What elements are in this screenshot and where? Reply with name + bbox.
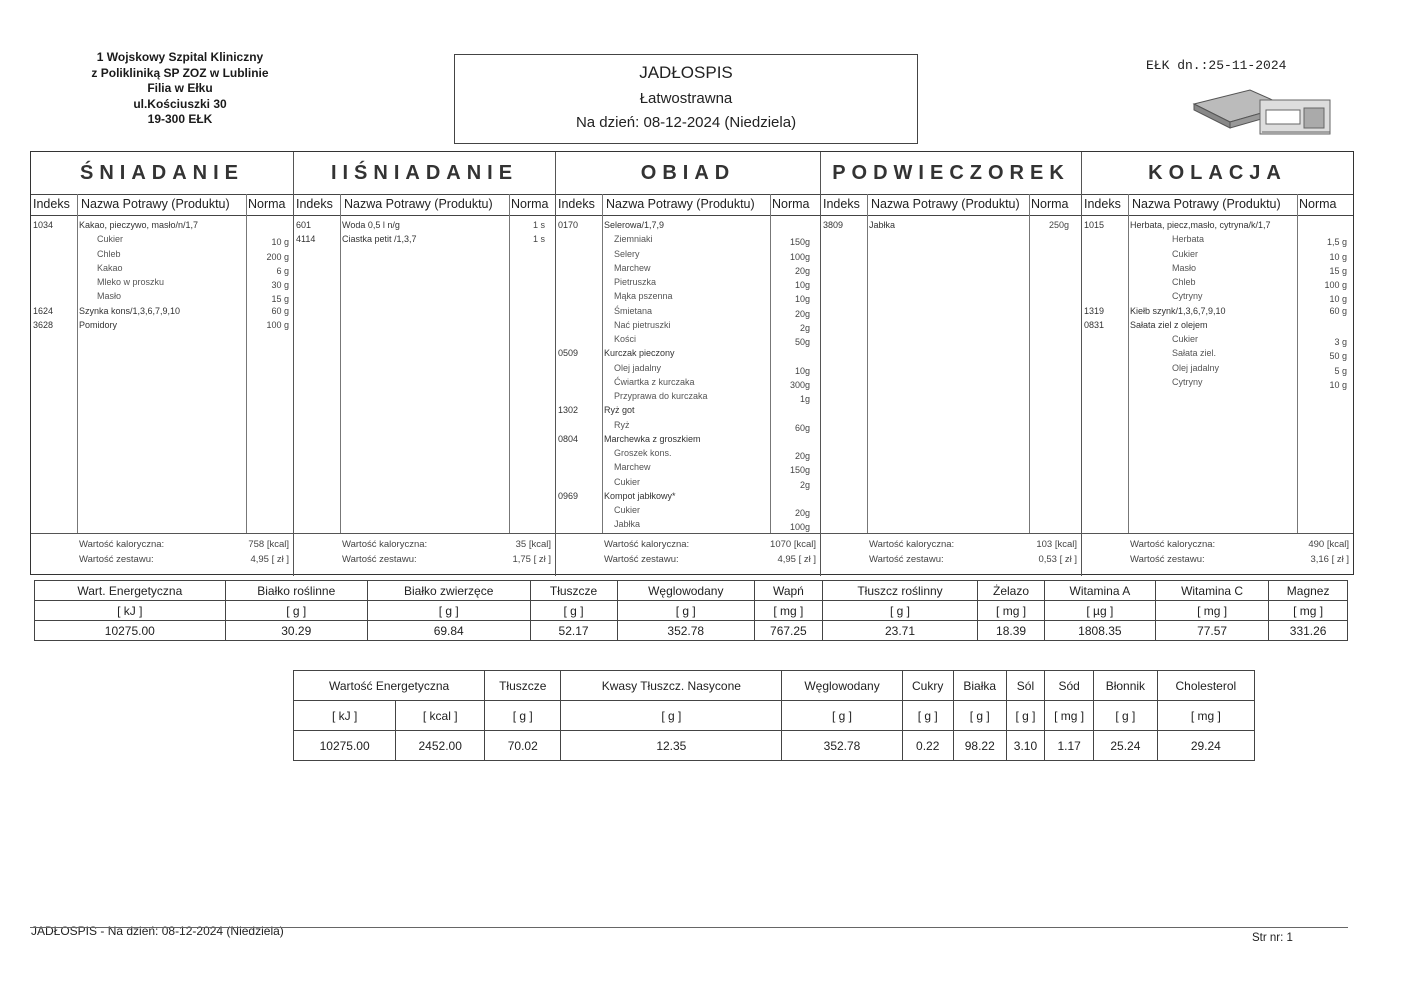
nutrient-unit: [ g ]	[367, 601, 530, 621]
nutrient-value: 331.26	[1269, 621, 1348, 641]
ingredient-name: Kakao	[97, 262, 123, 273]
nutrient-unit: [ mg ]	[978, 601, 1045, 621]
nutrient-header: Cukry	[902, 671, 953, 701]
nutrient-unit: [ mg ]	[1155, 601, 1268, 621]
dish-index: 0170	[558, 220, 579, 230]
nutrient-header: Magnez	[1269, 581, 1348, 601]
ingredient-name: Olej jadalny	[614, 362, 662, 373]
ingredient-name: Cytryny	[1172, 291, 1203, 302]
dish-index: 3628	[33, 319, 54, 330]
dish-name: Selerowa/1,7,9	[604, 220, 665, 230]
column-header-norm: Norma	[1031, 197, 1069, 211]
nutrient-header: Żelazo	[978, 581, 1045, 601]
dish-index: 0804	[558, 433, 579, 444]
nutrient-unit: [ kJ ]	[294, 701, 396, 731]
nutrient-unit: [ g ]	[225, 601, 367, 621]
hospital-address	[62, 50, 298, 128]
nutrient-unit: [ mg ]	[1045, 701, 1094, 731]
norm-quantity: 10 g	[1329, 294, 1347, 305]
nutrient-header: Tłuszcz roślinny	[822, 581, 977, 601]
ingredient-name: Cukier	[1172, 248, 1199, 259]
title-box	[454, 54, 918, 144]
hospital-line: ul.Kościuszki 30	[133, 96, 227, 111]
ingredient-name: Sałata ziel.	[1172, 348, 1217, 359]
meal-cost: 0,53 [ zł ]	[1038, 554, 1077, 565]
ingredient-name: Cukier	[614, 505, 641, 515]
dish-name: Kurczak pieczony	[604, 348, 675, 359]
dish-name: Herbata, piecz,masło, cytryna/k/1,7	[1130, 220, 1271, 230]
nutrient-unit: [ g ]	[561, 701, 782, 731]
column-header-name: Nazwa Potrawy (Produktu)	[606, 197, 755, 211]
ingredient-name: Jabłka	[614, 519, 641, 530]
nutrient-header: Błonnik	[1094, 671, 1158, 701]
norm-quantity: 15 g	[1329, 265, 1347, 276]
norm-quantity: 50g	[794, 337, 810, 347]
column-header-index: Indeks	[823, 197, 860, 211]
meal-kcal: 758 [kcal]	[248, 539, 289, 550]
ingredient-name: Cukier	[97, 234, 124, 245]
hospital-line: z Polikliniką SP ZOZ w Lublinie	[91, 65, 269, 80]
meal-summary	[821, 533, 1081, 576]
meal-kcal: 103 [kcal]	[1036, 539, 1077, 550]
column-header-index: Indeks	[296, 197, 333, 211]
meal-cost: 4,95 [ zł ]	[777, 554, 816, 565]
column-divider	[77, 194, 78, 533]
dish-index: 601	[296, 220, 312, 230]
column-header-name: Nazwa Potrawy (Produktu)	[1132, 197, 1281, 211]
meal-summary	[31, 533, 293, 576]
nutrient-value: 1808.35	[1044, 621, 1155, 641]
column-header-index: Indeks	[558, 197, 595, 211]
hospital-line: 1 Wojskowy Szpital Kliniczny	[96, 50, 264, 64]
norm-quantity: 100 g	[266, 319, 289, 330]
meal-cost-label: Wartość zestawu:	[604, 554, 679, 565]
nutrient-header: Sól	[1006, 671, 1044, 701]
nutrient-value: 30.29	[225, 621, 367, 641]
norm-quantity: 20g	[794, 508, 810, 518]
meal-title: ŚNIADANIE	[79, 162, 244, 184]
norm-quantity: 200 g	[266, 251, 289, 262]
diet-name: Łatwostrawna	[639, 90, 733, 107]
nutrient-unit: [ kcal ]	[396, 701, 485, 731]
nutrient-value: 10275.00	[294, 731, 396, 761]
norm-quantity: 30 g	[271, 280, 289, 290]
dish-index: 1015	[1084, 220, 1105, 230]
ingredient-name: Pietruszka	[614, 277, 657, 287]
norm-quantity: 2g	[799, 322, 810, 333]
nutrition-table-1	[34, 580, 1348, 641]
ingredient-name: Przyprawa do kurczaka	[614, 391, 708, 401]
column-header-norm: Norma	[772, 197, 810, 211]
nutrient-unit: [ g ]	[782, 701, 902, 731]
norm-quantity: 150g	[789, 465, 810, 476]
norm-quantity: 2g	[799, 479, 810, 490]
column-header-norm: Norma	[1299, 197, 1337, 211]
nutrient-header: Sód	[1045, 671, 1094, 701]
nutrient-unit: [ mg ]	[1269, 601, 1348, 621]
nutrient-value: 52.17	[530, 621, 617, 641]
norm-quantity: 300g	[789, 379, 810, 390]
footer-divider	[30, 927, 1348, 928]
meal-kcal: 490 [kcal]	[1308, 539, 1349, 550]
ingredient-name: Nać pietruszki	[614, 319, 671, 330]
dish-index: 3809	[823, 220, 844, 230]
meal-cost-label: Wartość zestawu:	[1130, 554, 1205, 565]
column-header-row	[1082, 194, 1353, 216]
nutrient-value: 69.84	[367, 621, 530, 641]
nutrient-header: Białko zwierzęce	[367, 581, 530, 601]
meal-column	[31, 152, 293, 576]
norm-quantity: 3 g	[1334, 337, 1347, 347]
norm-quantity: 150g	[789, 237, 810, 248]
dish-index: 0831	[1084, 319, 1105, 330]
ingredient-name: Groszek kons.	[614, 448, 672, 458]
energy-header: Wartość Energetyczna	[294, 671, 485, 701]
meal-title: IIŚNIADANIE	[330, 162, 519, 184]
nutrient-value: 70.02	[485, 731, 561, 761]
meal-kcal-label: Wartość kaloryczna:	[342, 539, 428, 550]
column-header-index: Indeks	[33, 197, 70, 211]
column-header-row	[821, 194, 1081, 216]
column-divider	[1029, 194, 1030, 533]
nutrient-header: Cholesterol	[1157, 671, 1254, 701]
column-header-name: Nazwa Potrawy (Produktu)	[344, 197, 493, 211]
norm-quantity: 10g	[794, 365, 810, 376]
meal-cost: 4,95 [ zł ]	[250, 554, 289, 565]
dish-index: 1319	[1084, 305, 1105, 316]
ingredient-name: Chleb	[97, 248, 121, 259]
ingredient-name: Marchew	[614, 262, 651, 273]
nutrient-unit: [ g ]	[530, 601, 617, 621]
norm-quantity: 60g	[794, 422, 810, 433]
nutrient-header: Węglowodany	[617, 581, 754, 601]
nutrient-unit: [ µg ]	[1044, 601, 1155, 621]
nutrient-header: Wapń	[754, 581, 822, 601]
meal-summary	[556, 533, 820, 576]
dish-name: Sałata ziel z olejem	[1130, 319, 1208, 330]
nutrient-unit: [ g ]	[953, 701, 1006, 731]
meal-summary	[294, 533, 555, 576]
norm-quantity: 100 g	[1324, 280, 1347, 290]
nutrient-value: 352.78	[617, 621, 754, 641]
dish-name: Woda 0,5 l n/g	[342, 220, 400, 230]
nutrient-value: 77.57	[1155, 621, 1268, 641]
nutrient-value: 12.35	[561, 731, 782, 761]
norm-quantity: 100g	[789, 251, 810, 262]
meal-kcal-label: Wartość kaloryczna:	[79, 539, 165, 550]
nutrient-value: 29.24	[1157, 731, 1254, 761]
norm-quantity: 10 g	[1329, 379, 1347, 390]
meal-cost-label: Wartość zestawu:	[342, 554, 417, 565]
meal-kcal-label: Wartość kaloryczna:	[604, 539, 690, 550]
dish-index: 0509	[558, 348, 579, 359]
column-header-name: Nazwa Potrawy (Produktu)	[871, 197, 1020, 211]
dish-index: 1624	[33, 305, 54, 316]
meal-cost: 3,16 [ zł ]	[1310, 554, 1349, 565]
ingredient-name: Cukier	[614, 476, 641, 487]
ingredient-name: Masło	[97, 291, 122, 302]
ingredient-name: Ziemniaki	[614, 234, 653, 245]
dish-name: Pomidory	[79, 319, 118, 330]
column-header-row	[294, 194, 555, 216]
nutrient-value: 0.22	[902, 731, 953, 761]
meal-title: KOLACJA	[1148, 162, 1287, 184]
dish-index: 1034	[33, 220, 54, 230]
meal-title: PODWIECZOREK	[832, 162, 1070, 184]
column-divider	[602, 194, 603, 533]
ingredient-name: Olej jadalny	[1172, 362, 1220, 373]
nutrient-value: 10275.00	[35, 621, 226, 641]
page-number: Str nr: 1	[1252, 932, 1293, 944]
ingredient-name: Mleko w proszku	[97, 277, 165, 287]
hospital-line: 19-300 EŁK	[147, 112, 213, 126]
column-header-name: Nazwa Potrawy (Produktu)	[81, 197, 230, 211]
nutrient-unit: [ g ]	[1006, 701, 1044, 731]
hospital-line: Filia w Ełku	[147, 81, 213, 95]
column-header-norm: Norma	[511, 197, 549, 211]
norm-quantity: 20g	[794, 265, 810, 276]
nutrition2-unit-row	[294, 701, 1255, 731]
norm-quantity: 60 g	[271, 305, 289, 316]
nutrient-header: Białka	[953, 671, 1006, 701]
meal-kcal: 35 [kcal]	[515, 539, 551, 550]
ingredient-name: Cukier	[1172, 334, 1199, 344]
norm-quantity: 10 g	[271, 237, 289, 248]
nutrient-value: 23.71	[822, 621, 977, 641]
column-divider	[770, 194, 771, 533]
ingredient-name: Masło	[1172, 262, 1197, 273]
nutrition-table-2	[293, 670, 1255, 761]
norm-quantity: 1 s	[532, 220, 545, 230]
dish-index: 1302	[558, 405, 579, 416]
norm-quantity: 20g	[794, 308, 810, 319]
column-divider	[246, 194, 247, 533]
norm-quantity: 60 g	[1329, 305, 1347, 316]
norm-quantity: 10g	[794, 294, 810, 305]
nutrient-unit: [ mg ]	[754, 601, 822, 621]
nutrient-header: Tłuszcze	[530, 581, 617, 601]
meal-summary	[1082, 533, 1353, 576]
nutrient-value: 18.39	[978, 621, 1045, 641]
nutrition-value-row	[35, 621, 1348, 641]
nutrient-value: 2452.00	[396, 731, 485, 761]
meal-cost-label: Wartość zestawu:	[869, 554, 944, 565]
column-header-norm: Norma	[248, 197, 286, 211]
place-date: EŁK dn.:25-11-2024	[1146, 58, 1287, 73]
norm-quantity: 10 g	[1329, 251, 1347, 262]
nutrient-header: Kwasy Tłuszcz. Nasycone	[561, 671, 782, 701]
nutrient-unit: [ g ]	[1094, 701, 1158, 731]
meal-cost: 1,75 [ zł ]	[512, 554, 551, 565]
meal-column	[293, 152, 555, 576]
meal-kcal-label: Wartość kaloryczna:	[1130, 539, 1216, 550]
nutrient-unit: [ g ]	[485, 701, 561, 731]
nutrient-value: 25.24	[1094, 731, 1158, 761]
nutrition2-header-row	[294, 671, 1255, 701]
nutrient-header: Białko roślinne	[225, 581, 367, 601]
ingredient-name: Śmietana	[614, 305, 653, 316]
column-header-row	[556, 194, 820, 216]
nutrient-unit: [ g ]	[822, 601, 977, 621]
menu-table	[30, 151, 1354, 575]
norm-quantity: 50 g	[1329, 351, 1347, 362]
norm-quantity: 100g	[789, 522, 810, 533]
nutrient-unit: [ g ]	[902, 701, 953, 731]
norm-quantity: 15 g	[271, 294, 289, 305]
norm-quantity: 6 g	[276, 265, 289, 276]
nutrient-header: Witamina C	[1155, 581, 1268, 601]
dish-name: Ryż got	[604, 405, 635, 416]
meal-column	[820, 152, 1081, 576]
norm-quantity: 1g	[799, 394, 810, 404]
norm-quantity: 250g	[1048, 220, 1069, 230]
ingredient-name: Chleb	[1172, 277, 1196, 287]
dish-name: Jabłka	[869, 220, 896, 230]
nutrient-header: Witamina A	[1044, 581, 1155, 601]
dish-name: Ciastka petit /1,3,7	[342, 234, 417, 245]
nutrition-unit-row	[35, 601, 1348, 621]
ingredient-name: Herbata	[1172, 234, 1205, 245]
column-divider	[867, 194, 868, 533]
dish-index: 0969	[558, 490, 579, 501]
ingredient-name: Ćwiartka z kurczaka	[614, 376, 695, 387]
nutrition-header-row	[35, 581, 1348, 601]
dish-name: Marchewka z groszkiem	[604, 433, 701, 444]
dish-name: Kiełb szynk/1,3,6,7,9,10	[1130, 305, 1226, 316]
meal-column	[1081, 152, 1353, 576]
ingredient-name: Mąka pszenna	[614, 291, 673, 302]
nutrient-unit: [ g ]	[617, 601, 754, 621]
nutrition2-value-row	[294, 731, 1255, 761]
nutrient-header: Wart. Energetyczna	[35, 581, 226, 601]
column-divider	[1128, 194, 1129, 533]
meal-title: OBIAD	[640, 162, 736, 184]
meal-kcal-label: Wartość kaloryczna:	[869, 539, 955, 550]
ingredient-name: Selery	[614, 248, 640, 259]
dish-index: 4114	[296, 234, 316, 245]
ingredient-name: Cytryny	[1172, 376, 1203, 387]
nutrient-value: 352.78	[782, 731, 902, 761]
nutrient-header: Tłuszcze	[485, 671, 561, 701]
norm-quantity: 1 s	[532, 234, 545, 245]
norm-quantity: 10g	[794, 280, 810, 290]
ingredient-name: Marchew	[614, 462, 651, 473]
ingredient-name: Kości	[614, 334, 637, 344]
nutrient-unit: [ kJ ]	[35, 601, 226, 621]
meal-cost-label: Wartość zestawu:	[79, 554, 154, 565]
nutrient-header: Węglowodany	[782, 671, 902, 701]
dish-name: Kakao, pieczywo, masło/n/1,7	[79, 220, 199, 230]
norm-quantity: 20g	[794, 451, 810, 461]
norm-quantity: 1,5 g	[1326, 237, 1347, 248]
nutrient-value: 767.25	[754, 621, 822, 641]
column-header-index: Indeks	[1084, 197, 1121, 211]
column-header-row	[31, 194, 293, 216]
column-divider	[1297, 194, 1298, 533]
book-logo-icon	[1190, 86, 1336, 142]
column-divider	[340, 194, 341, 533]
dish-name: Szynka kons/1,3,6,7,9,10	[79, 305, 181, 316]
meal-column	[555, 152, 820, 576]
document-title: JADŁOSPIS	[639, 63, 733, 82]
ingredient-name: Ryż	[614, 419, 630, 430]
menu-date: Na dzień: 08-12-2024 (Niedziela)	[575, 114, 797, 131]
nutrient-value: 3.10	[1006, 731, 1044, 761]
dish-name: Kompot jabłkowy*	[604, 490, 676, 501]
nutrient-unit: [ mg ]	[1157, 701, 1254, 731]
nutrient-value: 1.17	[1045, 731, 1094, 761]
column-divider	[509, 194, 510, 533]
norm-quantity: 5 g	[1334, 365, 1347, 376]
nutrient-value: 98.22	[953, 731, 1006, 761]
footer-title: JADŁOSPIS - Na dzień: 08-12-2024 (Niedziela)	[31, 924, 284, 938]
meal-kcal: 1070 [kcal]	[770, 539, 816, 550]
